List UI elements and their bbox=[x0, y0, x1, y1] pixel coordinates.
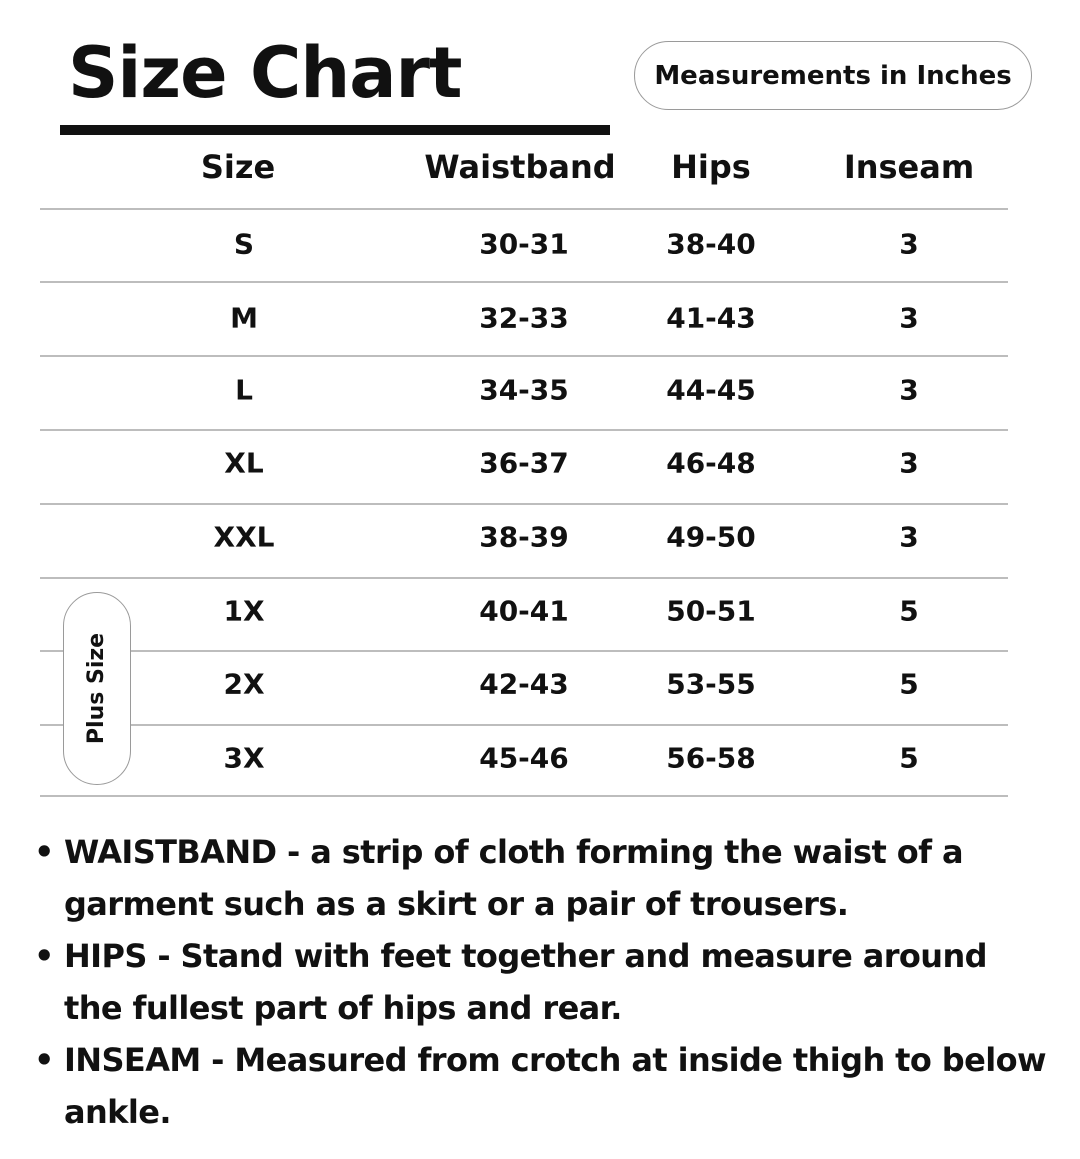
title-underline bbox=[60, 125, 610, 135]
row-divider bbox=[40, 281, 1008, 283]
units-badge bbox=[634, 41, 1032, 110]
cell-size: 3X bbox=[223, 741, 265, 775]
cell-inseam: 3 bbox=[899, 227, 919, 261]
cell-waistband: 32-33 bbox=[479, 301, 569, 335]
cell-size: M bbox=[230, 301, 258, 335]
column-header-inseam: Inseam bbox=[843, 148, 975, 186]
cell-waistband: 30-31 bbox=[479, 227, 569, 261]
row-divider bbox=[40, 503, 1008, 505]
plus-size-label: Plus Size bbox=[84, 632, 110, 745]
cell-waistband: 36-37 bbox=[479, 446, 569, 480]
cell-size: L bbox=[235, 373, 253, 407]
column-header-hips: Hips bbox=[671, 148, 751, 186]
cell-inseam: 5 bbox=[899, 594, 919, 628]
column-header-size: Size bbox=[200, 148, 276, 186]
cell-size: 2X bbox=[223, 667, 265, 701]
note-text: HIPS - Stand with feet together and measure around the fullest part of hips and rear. bbox=[64, 937, 987, 1027]
cell-inseam: 5 bbox=[899, 667, 919, 701]
plus-size-badge bbox=[63, 592, 131, 785]
row-divider bbox=[40, 355, 1008, 357]
cell-inseam: 3 bbox=[899, 373, 919, 407]
cell-waistband: 38-39 bbox=[479, 520, 569, 554]
row-divider bbox=[40, 650, 1008, 652]
cell-waistband: 42-43 bbox=[479, 667, 569, 701]
row-divider bbox=[40, 429, 1008, 431]
column-header-waistband: Waistband bbox=[424, 148, 616, 186]
bullet-icon: • bbox=[34, 937, 54, 975]
cell-hips: 53-55 bbox=[666, 667, 756, 701]
cell-size: S bbox=[233, 227, 255, 261]
cell-waistband: 34-35 bbox=[479, 373, 569, 407]
row-divider bbox=[40, 208, 1008, 210]
cell-inseam: 3 bbox=[899, 520, 919, 554]
cell-hips: 46-48 bbox=[666, 446, 756, 480]
cell-hips: 38-40 bbox=[666, 227, 756, 261]
cell-size: 1X bbox=[223, 594, 265, 628]
cell-size: XXL bbox=[213, 520, 275, 554]
row-divider bbox=[40, 724, 1008, 726]
note-item bbox=[30, 1034, 1050, 1138]
note-text: INSEAM - Measured from crotch at inside thigh to below ankle. bbox=[64, 1041, 1046, 1131]
units-label: Measurements in Inches bbox=[654, 60, 1012, 91]
cell-inseam: 5 bbox=[899, 741, 919, 775]
bullet-icon: • bbox=[34, 833, 54, 871]
measurement-notes bbox=[30, 826, 1050, 1138]
cell-inseam: 3 bbox=[899, 446, 919, 480]
page-title: Size Chart bbox=[68, 32, 462, 114]
cell-hips: 44-45 bbox=[666, 373, 756, 407]
note-item bbox=[30, 930, 1050, 1034]
cell-hips: 56-58 bbox=[666, 741, 756, 775]
row-divider bbox=[40, 795, 1008, 797]
cell-waistband: 40-41 bbox=[479, 594, 569, 628]
row-divider bbox=[40, 577, 1008, 579]
cell-hips: 49-50 bbox=[666, 520, 756, 554]
bullet-icon: • bbox=[34, 1041, 54, 1079]
cell-hips: 41-43 bbox=[666, 301, 756, 335]
cell-hips: 50-51 bbox=[666, 594, 756, 628]
note-text: WAISTBAND - a strip of cloth forming the waist of a garment such as a skirt or a pair of trousers. bbox=[64, 833, 963, 923]
note-item bbox=[30, 826, 1050, 930]
cell-size: XL bbox=[224, 446, 264, 480]
cell-inseam: 3 bbox=[899, 301, 919, 335]
cell-waistband: 45-46 bbox=[479, 741, 569, 775]
